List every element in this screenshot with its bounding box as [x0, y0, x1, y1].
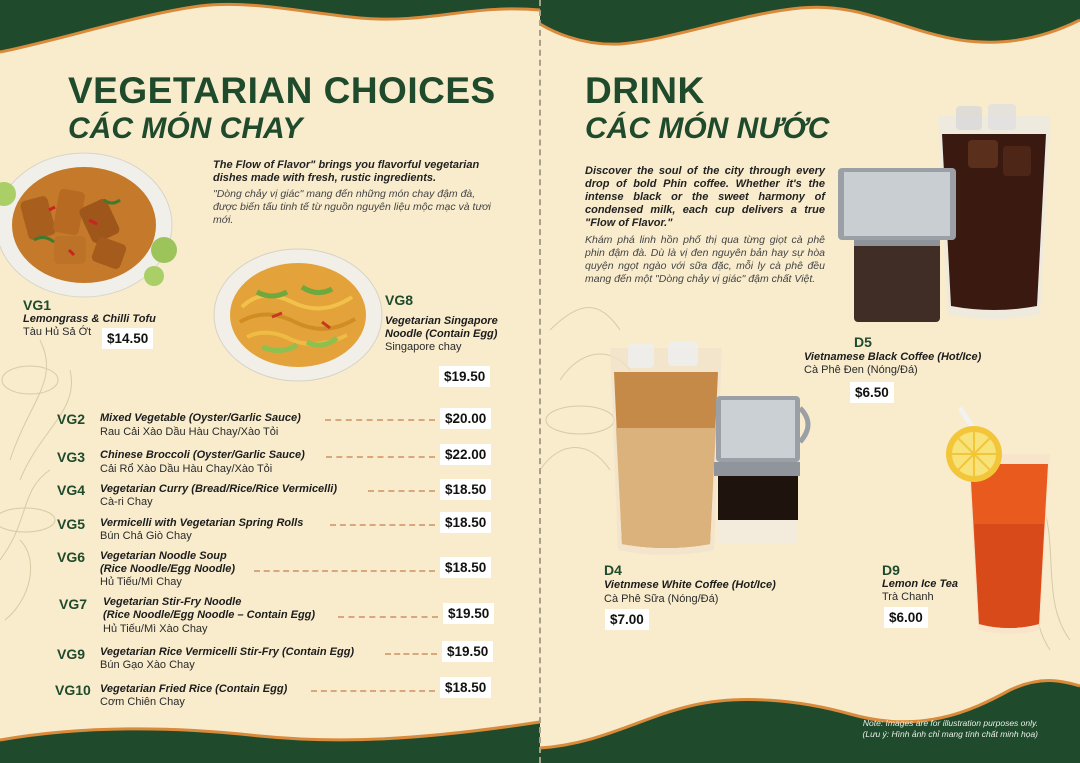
leader-dots — [330, 524, 435, 526]
item-name: Mixed Vegetable (Oyster/Garlic Sauce) — [100, 412, 301, 424]
item-vietnamese-name: Cà-ri Chay — [100, 496, 153, 508]
item-name: Chinese Broccoli (Oyster/Garlic Sauce) — [100, 449, 305, 461]
item-price: $6.50 — [850, 382, 894, 403]
item-vietnamese-name: Cải Rổ Xào Dầu Hàu Chay/Xào Tỏi — [100, 463, 273, 475]
item-code: VG4 — [57, 482, 86, 498]
intro-vietnamese: "Dòng chảy vị giác" mang đến những món chay đậm đà, được biến tấu tinh tế từ nguồn nguyên liệu mộc mạc và tươi mới. — [213, 188, 491, 226]
item-name: Vietnmese White Coffee (Hot/Ice) — [604, 579, 776, 591]
item-price: $19.50 — [443, 603, 494, 624]
item-name: Vegetarian Curry (Bread/Rice/Rice Vermicelli) — [100, 483, 338, 495]
item-code: VG10 — [55, 682, 91, 698]
item-vietnamese-name: Cơm Chiên Chay — [100, 696, 185, 708]
item-price: $20.00 — [440, 408, 491, 429]
image-disclaimer — [786, 718, 1038, 740]
item-price: $19.50 — [442, 641, 493, 662]
page-fold — [539, 0, 541, 763]
item-code: VG7 — [59, 596, 88, 612]
intro-english: Discover the soul of the city through every drop of bold Phin coffee. Whether it's the intense black or the sweet harmony of condensed milk, each cup delivers a true "Flow of Flavor." — [585, 165, 825, 229]
item-vietnamese-name: Bún Chả Giò Chay — [100, 530, 192, 542]
item-price: $19.50 — [439, 366, 490, 387]
leader-dots — [325, 419, 435, 421]
item-code: D4 — [604, 562, 622, 578]
item-vietnamese-name: Hủ Tiếu/Mì Xào Chay — [103, 623, 208, 635]
item-name: Lemon Ice Tea — [882, 578, 959, 590]
item-price: $18.50 — [440, 512, 491, 533]
black-coffee-photo — [838, 100, 1056, 332]
item-vietnamese-name: Hủ Tiếu/Mì Chay — [100, 576, 182, 588]
leader-dots — [326, 456, 435, 458]
right-menu-page — [540, 0, 1080, 763]
item-code: VG1 — [23, 297, 52, 313]
item-name: Vegetarian Stir-Fry Noodle — [103, 596, 242, 608]
item-code: VG6 — [57, 549, 86, 565]
disclaimer-vietnamese: (Lưu ý: Hình ảnh chỉ mang tính chất minh họa) — [862, 729, 1038, 739]
item-code: VG8 — [385, 292, 414, 308]
item-name: Vietnamese Black Coffee (Hot/Ice) — [804, 351, 982, 363]
leader-dots — [254, 570, 435, 572]
item-price: $22.00 — [440, 444, 491, 465]
singapore-noodle-photo — [212, 247, 384, 383]
item-code: D9 — [882, 562, 900, 578]
leader-dots — [311, 690, 435, 692]
lemon-tea-photo — [940, 404, 1052, 640]
intro-english: The Flow of Flavor" brings you flavorful vegetarian dishes made with fresh, rustic ingredients. — [213, 159, 480, 184]
tofu-dish-photo — [0, 150, 180, 300]
item-price: $18.50 — [440, 677, 491, 698]
item-vietnamese-name: Singapore chay — [385, 341, 462, 353]
item-vietnamese-name: Bún Gạo Xào Chay — [100, 659, 195, 671]
item-price: $18.50 — [440, 557, 491, 578]
item-price: $6.00 — [884, 607, 928, 628]
item-vietnamese-name: Rau Cải Xào Dầu Hàu Chay/Xào Tỏi — [100, 426, 279, 438]
item-price: $18.50 — [440, 479, 491, 500]
item-code: VG3 — [57, 449, 86, 465]
item-vietnamese-name: Trà Chanh — [882, 591, 934, 603]
page-subtitle: CÁC MÓN CHAY — [68, 112, 303, 145]
leader-dots — [385, 653, 437, 655]
white-coffee-photo — [606, 338, 816, 562]
item-name-detail: (Rice Noodle/Egg Noodle – Contain Egg) — [103, 609, 316, 621]
item-vietnamese-name: Cà Phê Đen (Nóng/Đá) — [804, 364, 918, 376]
item-name: Vegetarian Noodle Soup — [100, 550, 227, 562]
item-name-detail: (Rice Noodle/Egg Noodle) — [100, 563, 236, 575]
disclaimer-english: Note: Images are for illustration purposes only. — [862, 718, 1038, 728]
item-code: D5 — [854, 334, 872, 350]
item-name: Vegetarian Singapore Noodle (Contain Egg) — [385, 315, 498, 340]
item-name: Vegetarian Fried Rice (Contain Egg) — [100, 683, 288, 695]
item-vietnamese-name: Cà Phê Sữa (Nóng/Đá) — [604, 593, 719, 605]
leader-dots — [368, 490, 435, 492]
leader-dots — [338, 616, 438, 618]
item-price: $7.00 — [605, 609, 649, 630]
item-price: $14.50 — [102, 328, 153, 349]
intro-vietnamese: Khám phá linh hồn phố thị qua từng giọt cà phê phin đậm đà. Dù là vị đen nguyên bản hay sự hòa quyện ngọt ngào với sữa đặc, mỗi ly cà phê đều mang đến một "Dòng chảy vị giác" đậm chất Việt. — [585, 234, 825, 285]
page-subtitle: CÁC MÓN NƯỚC — [585, 112, 830, 145]
item-code: VG5 — [57, 516, 86, 532]
item-name: Lemongrass & Chilli Tofu — [23, 313, 156, 325]
item-name: Vermicelli with Vegetarian Spring Rolls — [100, 517, 304, 529]
item-name: Vegetarian Rice Vermicelli Stir-Fry (Contain Egg) — [100, 646, 355, 658]
page-title: DRINK — [585, 70, 705, 111]
item-code: VG2 — [57, 411, 86, 427]
page-title: VEGETARIAN CHOICES — [68, 70, 496, 111]
item-code: VG9 — [57, 646, 86, 662]
item-vietnamese-name: Tàu Hủ Sả Ớt — [23, 326, 92, 338]
